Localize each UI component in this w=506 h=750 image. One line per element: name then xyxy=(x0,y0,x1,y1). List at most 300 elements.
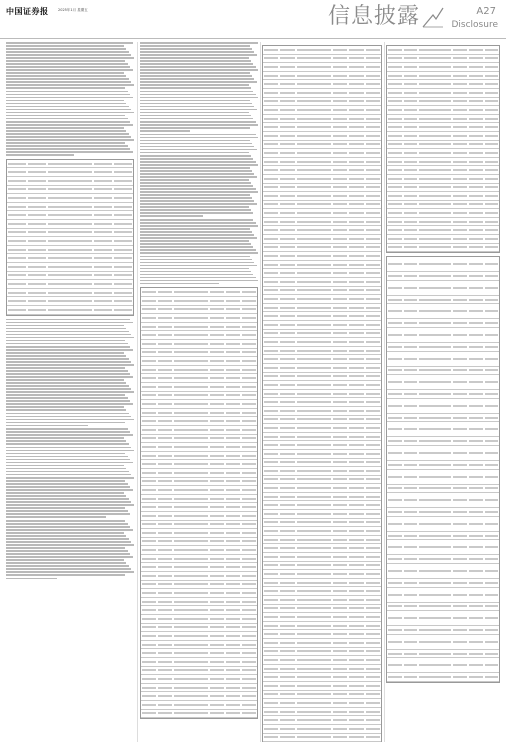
table-cell xyxy=(280,590,294,592)
table-cell xyxy=(469,143,483,145)
table-cell xyxy=(469,152,483,154)
table-cell xyxy=(210,334,224,336)
text-line xyxy=(140,146,254,148)
table-cell xyxy=(366,650,380,652)
table-cell xyxy=(280,178,294,180)
table-cell xyxy=(419,381,451,383)
table-cell xyxy=(419,287,451,289)
table-cell xyxy=(404,118,418,120)
table-cell xyxy=(280,702,294,704)
table-cell xyxy=(210,712,224,714)
table-cell xyxy=(349,478,363,480)
table-cell xyxy=(280,582,294,584)
table-cell xyxy=(264,384,278,386)
table-cell xyxy=(349,332,363,334)
table-cell xyxy=(210,300,224,302)
text-line xyxy=(140,60,251,62)
table-cell xyxy=(226,420,240,422)
table-cell xyxy=(469,310,483,312)
table-cell xyxy=(264,547,278,549)
table-cell xyxy=(333,118,347,120)
table-cell xyxy=(349,461,363,463)
text-line xyxy=(6,501,131,503)
table-cell xyxy=(453,178,467,180)
text-line xyxy=(140,112,249,114)
table-cell xyxy=(349,719,363,721)
table-cell xyxy=(114,214,132,216)
table-row xyxy=(263,55,381,64)
table-row xyxy=(141,426,257,435)
table-row xyxy=(141,598,257,607)
table-cell xyxy=(28,240,46,242)
table-cell xyxy=(297,161,331,163)
table-row xyxy=(387,132,499,141)
table-cell xyxy=(404,126,418,128)
table-cell xyxy=(280,152,294,154)
table-cell xyxy=(333,92,347,94)
table-cell xyxy=(388,178,402,180)
table-cell xyxy=(333,186,347,188)
table-cell xyxy=(453,152,467,154)
table-cell xyxy=(333,178,347,180)
table-cell xyxy=(419,440,451,442)
text-line xyxy=(140,72,250,74)
table-cell xyxy=(366,161,380,163)
table-cell xyxy=(349,453,363,455)
table-cell xyxy=(333,470,347,472)
table-cell xyxy=(388,195,402,197)
table-cell xyxy=(485,57,499,59)
table-cell xyxy=(388,664,402,666)
table-cell xyxy=(469,369,483,371)
table-cell xyxy=(485,676,499,678)
table-cell xyxy=(264,427,278,429)
table-cell xyxy=(333,203,347,205)
table-cell xyxy=(264,289,278,291)
table-cell xyxy=(349,203,363,205)
table-cell xyxy=(264,719,278,721)
table-cell xyxy=(142,394,156,396)
table-cell xyxy=(174,420,208,422)
table-cell xyxy=(297,702,331,704)
table-row xyxy=(141,306,257,315)
table-row xyxy=(7,168,133,177)
table-cell xyxy=(388,499,402,501)
table-cell xyxy=(485,582,499,584)
table-cell xyxy=(469,186,483,188)
table-cell xyxy=(210,463,224,465)
table-cell xyxy=(297,83,331,85)
table-cell xyxy=(388,246,402,248)
table-cell xyxy=(210,394,224,396)
table-cell xyxy=(349,350,363,352)
table-row xyxy=(263,596,381,605)
table-cell xyxy=(366,676,380,678)
table-cell xyxy=(469,452,483,454)
table-cell xyxy=(297,367,331,369)
text-line xyxy=(140,45,250,47)
table-cell xyxy=(469,476,483,478)
text-line xyxy=(6,60,125,62)
table-cell xyxy=(453,664,467,666)
table-cell xyxy=(469,275,483,277)
table-cell xyxy=(469,428,483,430)
table-cell xyxy=(469,135,483,137)
table-cell xyxy=(8,257,26,259)
table-cell xyxy=(366,272,380,274)
table-cell xyxy=(333,736,347,738)
table-cell xyxy=(366,109,380,111)
table-cell xyxy=(404,653,418,655)
text-line xyxy=(6,565,129,567)
table-cell xyxy=(419,629,451,631)
table-cell xyxy=(264,212,278,214)
table-row xyxy=(263,587,381,596)
table-cell xyxy=(280,427,294,429)
table-cell xyxy=(366,702,380,704)
table-row xyxy=(387,192,499,201)
table-cell xyxy=(404,299,418,301)
table-cell xyxy=(366,324,380,326)
table-cell xyxy=(242,575,256,577)
table-cell xyxy=(297,195,331,197)
text-line xyxy=(6,465,124,467)
table-cell xyxy=(210,601,224,603)
table-row xyxy=(387,46,499,55)
table-cell xyxy=(142,463,156,465)
table-cell xyxy=(453,369,467,371)
text-line xyxy=(140,100,250,102)
table-cell xyxy=(404,676,418,678)
text-line xyxy=(6,483,128,485)
table-cell xyxy=(174,678,208,680)
text-line xyxy=(140,271,251,273)
table-row xyxy=(263,476,381,485)
table-cell xyxy=(48,231,92,233)
table-row xyxy=(141,443,257,452)
table-cell xyxy=(349,633,363,635)
table-cell xyxy=(226,592,240,594)
table-cell xyxy=(388,358,402,360)
table-cell xyxy=(226,326,240,328)
table-row xyxy=(141,469,257,478)
table-cell xyxy=(349,57,363,59)
text-line xyxy=(140,124,258,126)
text-line xyxy=(6,115,125,117)
table-cell xyxy=(297,521,331,523)
table-cell xyxy=(297,513,331,515)
table-cell xyxy=(210,386,224,388)
table-cell xyxy=(264,573,278,575)
table-cell xyxy=(469,109,483,111)
table-row xyxy=(387,375,499,390)
table-cell xyxy=(349,315,363,317)
table-cell xyxy=(174,403,208,405)
text-line xyxy=(140,103,252,105)
table-cell xyxy=(333,384,347,386)
table-cell xyxy=(297,539,331,541)
table-cell xyxy=(349,444,363,446)
table-cell xyxy=(419,238,451,240)
table-cell xyxy=(419,641,451,643)
table-cell xyxy=(349,109,363,111)
table-cell xyxy=(264,83,278,85)
table-row xyxy=(387,184,499,193)
table-row xyxy=(141,297,257,306)
table-cell xyxy=(404,641,418,643)
data-table xyxy=(386,45,500,253)
table-row xyxy=(263,244,381,253)
table-cell xyxy=(174,669,208,671)
text-line xyxy=(6,51,129,53)
table-cell xyxy=(28,300,46,302)
text-line xyxy=(6,462,133,464)
table-cell xyxy=(404,605,418,607)
table-row xyxy=(141,521,257,530)
text-line xyxy=(140,143,252,145)
table-cell xyxy=(158,704,172,706)
table-cell xyxy=(142,575,156,577)
table-cell xyxy=(174,360,208,362)
text-line xyxy=(6,63,128,65)
table-cell xyxy=(114,274,132,276)
table-cell xyxy=(366,556,380,558)
table-cell xyxy=(280,393,294,395)
table-cell xyxy=(174,523,208,525)
table-cell xyxy=(264,264,278,266)
table-row xyxy=(7,254,133,263)
table-cell xyxy=(453,511,467,513)
table-cell xyxy=(8,309,26,311)
table-cell xyxy=(469,263,483,265)
table-cell xyxy=(366,659,380,661)
text-line xyxy=(6,145,128,147)
text-line xyxy=(140,219,253,221)
table-cell xyxy=(333,307,347,309)
table-cell xyxy=(158,558,172,560)
table-cell xyxy=(94,214,112,216)
table-cell xyxy=(333,238,347,240)
table-cell xyxy=(453,299,467,301)
table-cell xyxy=(349,650,363,652)
table-row xyxy=(141,349,257,358)
table-cell xyxy=(333,246,347,248)
table-row xyxy=(141,478,257,487)
table-cell xyxy=(366,590,380,592)
table-cell xyxy=(453,440,467,442)
table-cell xyxy=(28,283,46,285)
table-cell xyxy=(419,499,451,501)
table-row xyxy=(263,184,381,193)
table-cell xyxy=(333,436,347,438)
table-cell xyxy=(453,83,467,85)
table-cell xyxy=(349,625,363,627)
text-line xyxy=(6,397,128,399)
table-cell xyxy=(158,609,172,611)
table-row xyxy=(263,630,381,639)
table-cell xyxy=(226,291,240,293)
text-line xyxy=(140,249,256,251)
table-cell xyxy=(485,322,499,324)
text-line xyxy=(140,167,250,169)
table-cell xyxy=(210,609,224,611)
text-line xyxy=(6,477,134,479)
table-cell xyxy=(366,281,380,283)
table-cell xyxy=(485,476,499,478)
table-row xyxy=(7,263,133,272)
table-cell xyxy=(485,499,499,501)
table-row xyxy=(387,673,499,682)
table-row xyxy=(387,650,499,659)
table-cell xyxy=(264,315,278,317)
table-cell xyxy=(388,523,402,525)
table-cell xyxy=(264,272,278,274)
table-cell xyxy=(142,678,156,680)
table-row xyxy=(141,503,257,512)
table-cell xyxy=(210,489,224,491)
table-cell xyxy=(366,436,380,438)
table-cell xyxy=(333,375,347,377)
table-row xyxy=(263,570,381,579)
table-row xyxy=(263,106,381,115)
table-cell xyxy=(280,298,294,300)
table-cell xyxy=(264,375,278,377)
table-cell xyxy=(349,178,363,180)
table-cell xyxy=(142,360,156,362)
table-cell xyxy=(280,92,294,94)
table-row xyxy=(141,701,257,710)
table-cell xyxy=(469,676,483,678)
table-cell xyxy=(142,429,156,431)
table-cell xyxy=(388,617,402,619)
text-line xyxy=(6,550,128,552)
table-cell xyxy=(419,203,451,205)
table-cell xyxy=(485,605,499,607)
text-line xyxy=(6,425,88,427)
table-cell xyxy=(453,310,467,312)
table-cell xyxy=(48,188,92,190)
table-cell xyxy=(366,564,380,566)
table-cell xyxy=(297,693,331,695)
table-cell xyxy=(349,161,363,163)
table-cell xyxy=(264,504,278,506)
text-line xyxy=(140,84,249,86)
table-row xyxy=(387,72,499,81)
table-cell xyxy=(469,92,483,94)
table-row xyxy=(387,63,499,72)
table-cell xyxy=(404,143,418,145)
text-line xyxy=(6,541,131,543)
table-row xyxy=(387,635,499,650)
table-cell xyxy=(226,532,240,534)
table-cell xyxy=(388,221,402,223)
table-cell xyxy=(242,317,256,319)
text-line xyxy=(6,130,126,132)
table-cell xyxy=(388,310,402,312)
table-cell xyxy=(297,92,331,94)
text-paragraph xyxy=(140,42,258,132)
table-cell xyxy=(242,704,256,706)
table-cell xyxy=(264,625,278,627)
table-cell xyxy=(114,283,132,285)
table-cell xyxy=(142,403,156,405)
table-cell xyxy=(388,381,402,383)
table-cell xyxy=(366,75,380,77)
table-cell xyxy=(158,386,172,388)
table-cell xyxy=(264,599,278,601)
table-cell xyxy=(297,470,331,472)
text-line xyxy=(6,57,134,59)
table-cell xyxy=(297,57,331,59)
table-cell xyxy=(453,203,467,205)
table-cell xyxy=(453,169,467,171)
table-cell xyxy=(333,324,347,326)
table-cell xyxy=(297,229,331,231)
table-row xyxy=(141,692,257,701)
table-cell xyxy=(174,558,208,560)
table-cell xyxy=(264,487,278,489)
table-cell xyxy=(388,100,402,102)
table-cell xyxy=(28,257,46,259)
table-cell xyxy=(469,405,483,407)
table-cell xyxy=(280,307,294,309)
table-row xyxy=(141,452,257,461)
table-cell xyxy=(469,582,483,584)
table-cell xyxy=(388,299,402,301)
table-cell xyxy=(366,642,380,644)
table-cell xyxy=(264,221,278,223)
table-cell xyxy=(142,446,156,448)
table-cell xyxy=(469,212,483,214)
table-cell xyxy=(349,582,363,584)
table-cell xyxy=(349,126,363,128)
table-cell xyxy=(142,626,156,628)
text-line xyxy=(140,134,256,136)
text-line xyxy=(6,529,133,531)
table-cell xyxy=(142,618,156,620)
table-cell xyxy=(280,556,294,558)
table-cell xyxy=(142,300,156,302)
table-cell xyxy=(453,582,467,584)
table-cell xyxy=(174,601,208,603)
table-cell xyxy=(366,607,380,609)
text-line xyxy=(6,394,125,396)
table-row xyxy=(387,115,499,124)
table-cell xyxy=(210,549,224,551)
table-cell xyxy=(226,635,240,637)
table-cell xyxy=(404,109,418,111)
table-cell xyxy=(453,186,467,188)
table-cell xyxy=(264,57,278,59)
table-cell xyxy=(419,212,451,214)
table-cell xyxy=(349,341,363,343)
table-row xyxy=(263,407,381,416)
table-cell xyxy=(210,326,224,328)
table-cell xyxy=(419,322,451,324)
table-cell xyxy=(297,186,331,188)
table-cell xyxy=(210,446,224,448)
table-cell xyxy=(264,324,278,326)
text-line xyxy=(6,54,131,56)
table-cell xyxy=(280,186,294,188)
table-cell xyxy=(333,350,347,352)
table-cell xyxy=(48,257,92,259)
table-cell xyxy=(280,418,294,420)
text-paragraph xyxy=(140,134,258,218)
table-cell xyxy=(349,66,363,68)
table-row xyxy=(263,579,381,588)
table-cell xyxy=(264,736,278,738)
